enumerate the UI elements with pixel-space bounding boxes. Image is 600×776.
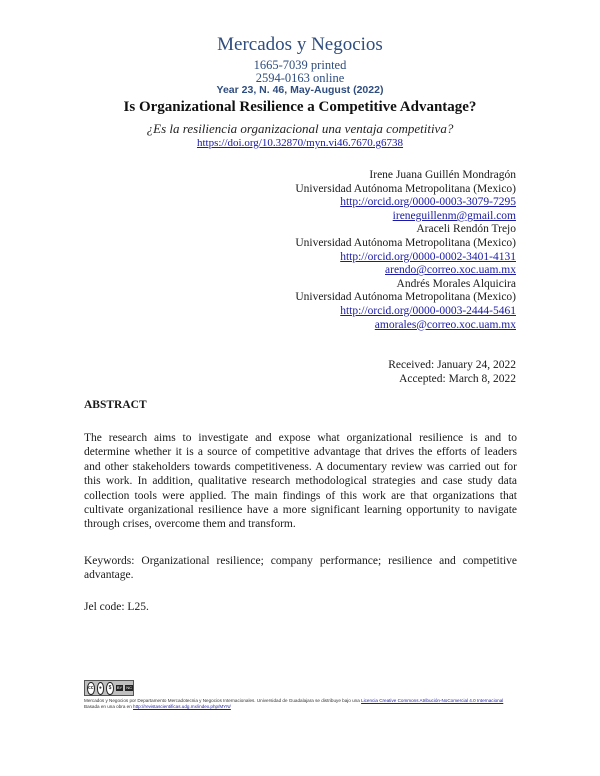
orcid-link[interactable]: http://orcid.org/0000-0002-3401-4131 <box>340 250 516 263</box>
author-block <box>295 169 516 332</box>
license-link[interactable]: Licencia Creative Commons Atribución-NoComercial 4.0 Internacional <box>361 698 504 703</box>
keywords: Keywords: Organizational resilience; company performance; resilience and competitive advantage. <box>84 555 517 582</box>
email-link[interactable]: arendo@correo.xoc.uam.mx <box>385 264 516 277</box>
license-footer <box>84 680 524 710</box>
author-name: Araceli Rendón Trejo <box>416 223 516 236</box>
article-subtitle: ¿Es la resiliencia organizacional una ventaja competitiva? <box>146 121 454 136</box>
based-text: Basada en una obra en <box>84 704 132 709</box>
creative-commons-badge[interactable] <box>84 680 134 696</box>
jel-code: Jel code: L25. <box>84 601 149 613</box>
nc-label: NC <box>126 685 132 690</box>
author-name: Andrés Morales Alquicira <box>396 277 516 290</box>
author-name: Irene Juana Guillén Mondragón <box>369 169 516 181</box>
journal-website-link[interactable]: http://revistascientificas.udg.mx/index.php/MYN/ <box>133 704 231 709</box>
dates-block <box>388 358 516 386</box>
abstract-heading: ABSTRACT <box>84 399 147 411</box>
doi-link[interactable]: https://doi.org/10.32870/myn.vi46.7670.g6738 <box>196 137 404 149</box>
author-affiliation: Universidad Autónoma Metropolitana (Mexico) <box>295 291 516 304</box>
author-affiliation: Universidad Autónoma Metropolitana (Mexico) <box>295 182 516 195</box>
accepted-date: Accepted: March 8, 2022 <box>399 373 516 385</box>
by-label: BY <box>116 685 123 690</box>
journal-title: Mercados y Negocios <box>217 34 383 55</box>
issn-online: 2594-0163 online <box>255 71 345 85</box>
email-link[interactable]: amorales@correo.xoc.uam.mx <box>374 318 516 331</box>
no-dollar-icon: $ <box>106 682 114 695</box>
issue-info: Year 23, N. 46, May-August (2022) <box>216 84 384 96</box>
author-affiliation: Universidad Autónoma Metropolitana (Mexico) <box>295 236 516 249</box>
article-title: Is Organizational Resilience a Competitive Advantage? <box>123 99 477 115</box>
email-link[interactable]: ireneguillenm@gmail.com <box>392 209 516 222</box>
cc-icon: cc <box>87 682 95 695</box>
based-line <box>84 704 524 710</box>
abstract-text: The research aims to investigate and expose what organizational resilience is and to determine whether it is a source of competitive advantage that drives the efforts of leaders and other stakeholders towards competitiveness. A documentary review was carried out for this work. In addition, qualitative research methodological strategies and case study data collection tools were applied. The main findings of this work are that organizations that cultivate organizational resilience have a more significant learning opportunity to navigate through crises, overcome them and transform. <box>84 432 517 531</box>
orcid-link[interactable]: http://orcid.org/0000-0003-2444-5461 <box>340 304 516 317</box>
received-date: Received: January 24, 2022 <box>388 359 516 371</box>
orcid-link[interactable]: http://orcid.org/0000-0003-3079-7295 <box>340 196 516 209</box>
issn-print: 1665-7039 printed <box>253 58 347 72</box>
person-icon: ● <box>97 682 105 695</box>
license-text: Mercados y Negocios por Departamento Mercadotecnia y Negocios Internacionales. Universidad de Guadalajara se distribuye bajo una <box>84 698 360 703</box>
